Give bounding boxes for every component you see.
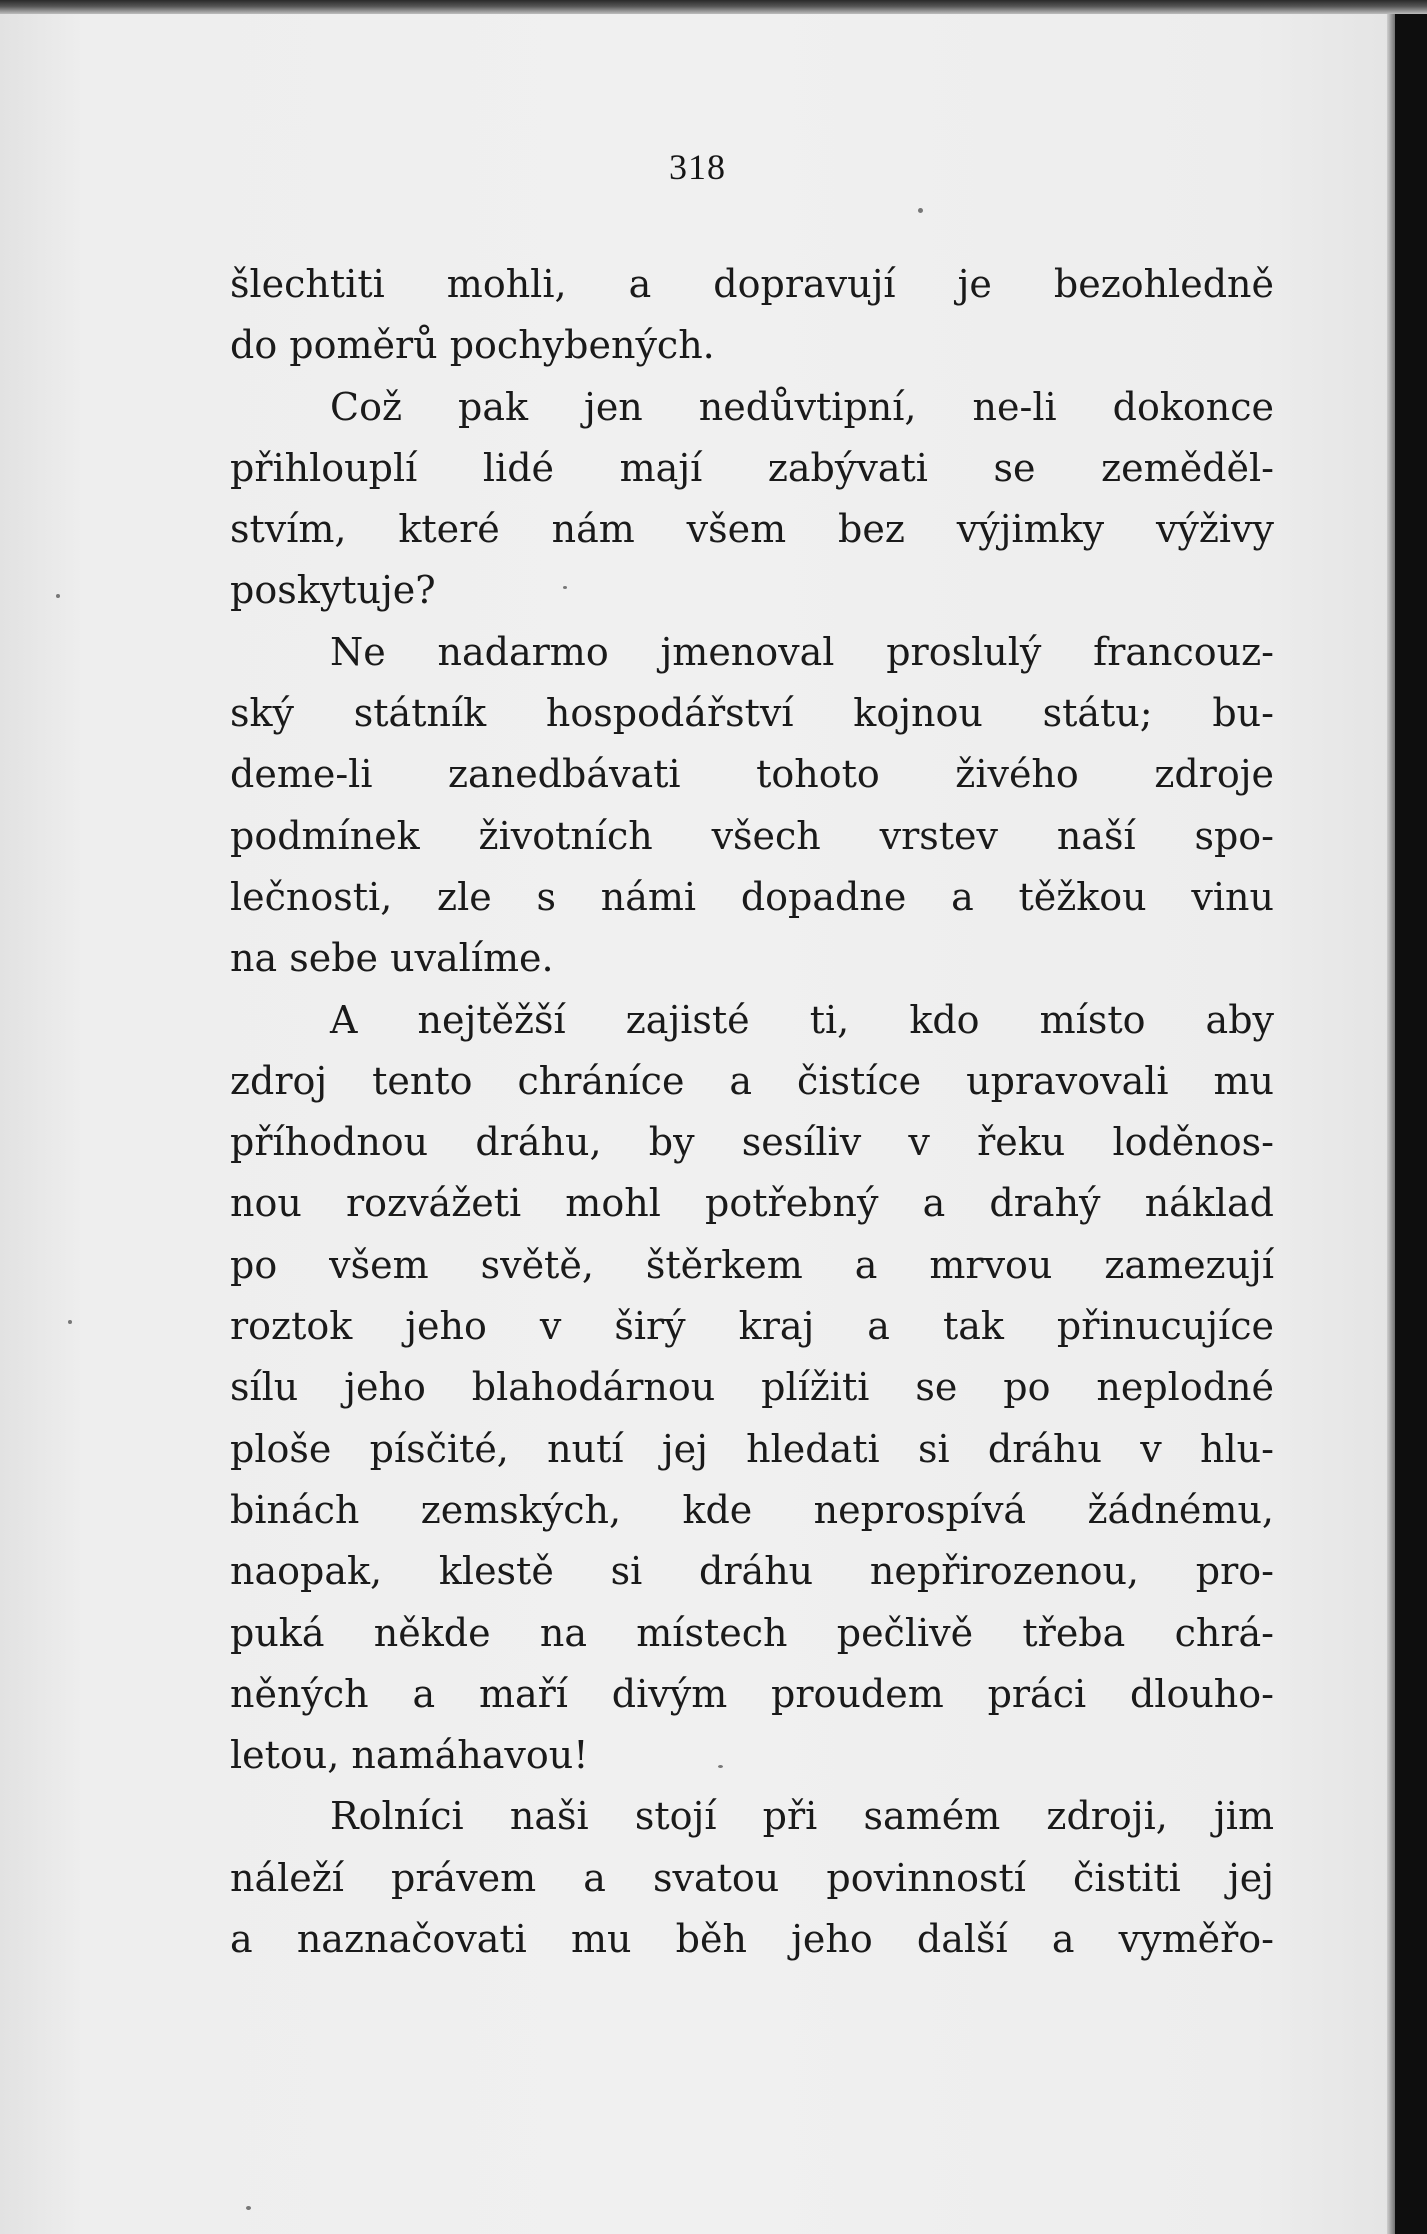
paper-speck xyxy=(918,208,923,213)
paper-speck xyxy=(718,1765,723,1768)
text-line: příhodnou dráhu, by sesíliv v řeku loděnos- xyxy=(230,1120,1274,1165)
text-line: šlechtiti mohli, a dopravují je bezohledně xyxy=(230,262,1274,306)
text-line: a naznačovati mu běh jeho další a vyměřo- xyxy=(230,1917,1274,1962)
text-line: Rolníci naši stojí při samém zdroji, jim xyxy=(330,1794,1274,1839)
text-line: naopak, klestě si dráhu nepřirozenou, pro- xyxy=(230,1549,1274,1594)
paper-speck xyxy=(56,594,60,598)
text-line: lečnosti, zle s námi dopadne a těžkou vinu xyxy=(230,874,1274,919)
text-line: přihlouplí lidé mají zabývati se zeměděl- xyxy=(230,445,1274,490)
text-line: Ne nadarmo jmenoval proslulý francouz- xyxy=(330,629,1274,674)
text-line: binách zemských, kde neprospívá žádnému, xyxy=(230,1487,1274,1532)
text-line: ský státník hospodářství kojnou státu; bu- xyxy=(230,691,1274,736)
paper-speck xyxy=(563,586,567,589)
text-line: sílu jeho blahodárnou plížiti se po neplodné xyxy=(230,1365,1274,1410)
text-line: po všem světě, štěrkem a mrvou zamezují xyxy=(230,1242,1274,1287)
text-line: poskytuje? xyxy=(230,568,436,613)
text-line: do poměrů pochybených. xyxy=(230,323,715,368)
text-line: na sebe uvalíme. xyxy=(230,936,554,981)
text-line: stvím, které nám všem bez výjimky výživy xyxy=(230,507,1274,552)
scan-top-edge xyxy=(0,0,1427,14)
text-line: ploše písčité, nutí jej hledati si dráhu v hlu- xyxy=(230,1426,1274,1471)
scan-border xyxy=(1395,0,1427,2234)
text-line: náleží právem a svatou povinností čistiti jej xyxy=(230,1855,1274,1900)
text-line: A nejtěžší zajisté ti, kdo místo aby xyxy=(330,997,1274,1042)
paper-speck xyxy=(68,1320,72,1324)
text-line: puká někde na místech pečlivě třeba chrá- xyxy=(230,1610,1274,1655)
text-line: Což pak jen nedůvtipní, ne-li dokonce xyxy=(330,384,1274,429)
text-line: nou rozvážeti mohl potřebný a drahý náklad xyxy=(230,1181,1274,1226)
paper-speck xyxy=(246,2206,251,2210)
page-number: 318 xyxy=(669,147,726,187)
text-line: deme-li zanedbávati tohoto živého zdroje xyxy=(230,752,1274,797)
text-line: roztok jeho v širý kraj a tak přinucujíce xyxy=(230,1304,1274,1349)
text-line: zdroj tento chráníce a čistíce upravovali mu xyxy=(230,1058,1274,1103)
text-line: něných a maří divým proudem práci dlouho- xyxy=(230,1671,1274,1716)
body-text xyxy=(230,254,1274,1970)
text-line: letou, namáhavou! xyxy=(230,1733,589,1778)
text-line: podmínek životních všech vrstev naší spo- xyxy=(230,813,1274,858)
